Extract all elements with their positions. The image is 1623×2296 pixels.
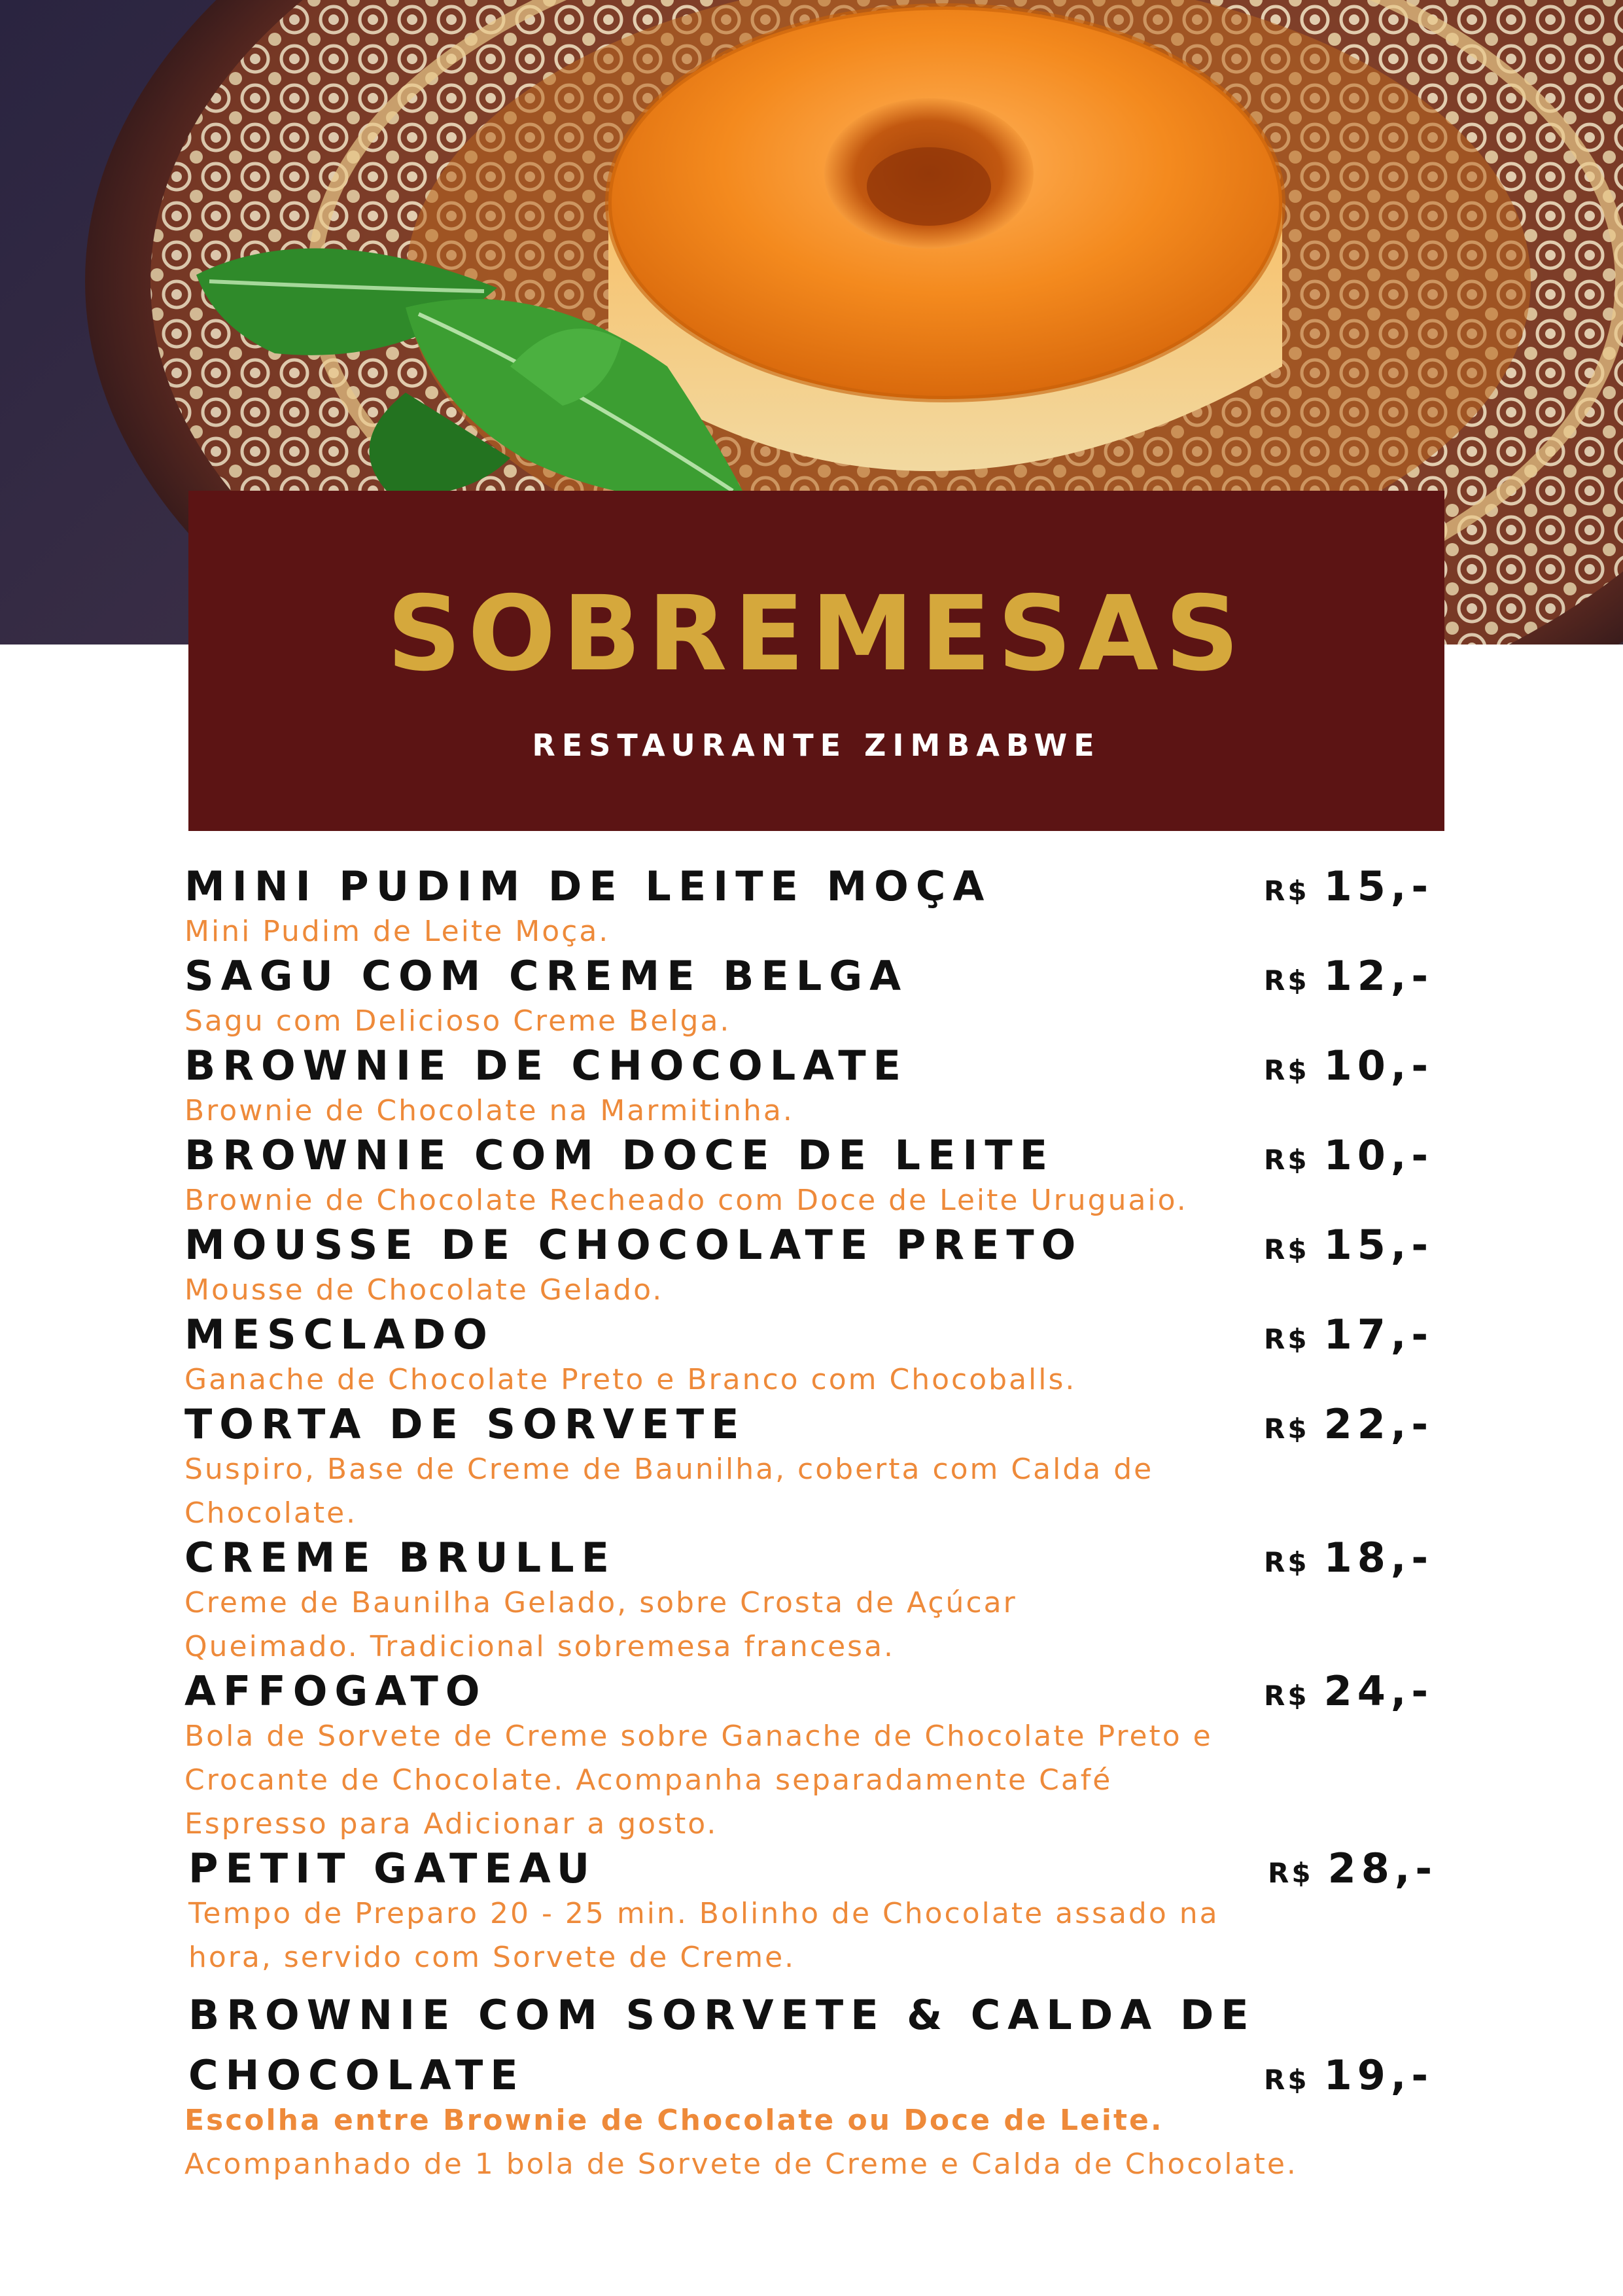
item-price — [1264, 1402, 1433, 1458]
item-name-line: CHOCOLATE — [188, 2051, 525, 2099]
price-value: 12,- — [1323, 952, 1434, 1000]
menu-item — [184, 1043, 1526, 1133]
item-name: BROWNIE COM DOCE DE LEITE — [184, 1131, 1055, 1179]
item-name: BROWNIE DE CHOCOLATE — [184, 1042, 909, 1089]
item-name: TORTA DE SORVETE — [184, 1400, 746, 1448]
menu-item — [184, 1669, 1526, 1846]
item-description: Brownie de Chocolate na Marmitinha. — [184, 1094, 794, 1127]
item-price — [1264, 2053, 1433, 2109]
item-description-line: Crocante de Chocolate. Acompanha separadamente Café — [184, 1763, 1113, 1797]
price-value: 22,- — [1323, 1400, 1434, 1448]
menu-item — [184, 1402, 1526, 1535]
item-description-line: Creme de Baunilha Gelado, sobre Crosta de Açúcar — [184, 1586, 1017, 1619]
item-name: MINI PUDIM DE LEITE MOÇA — [184, 862, 992, 910]
price-value: 10,- — [1323, 1131, 1434, 1179]
item-name: PETIT GATEAU — [188, 1845, 597, 1892]
price-value: 24,- — [1323, 1667, 1434, 1715]
item-price — [1264, 1312, 1433, 1368]
currency-label: R$ — [1264, 1413, 1310, 1445]
menu-item — [184, 1535, 1526, 1669]
item-description-line: Espresso para Adicionar a gosto. — [184, 1807, 718, 1841]
item-price — [1268, 1846, 1437, 1902]
item-choice-note: Escolha entre Brownie de Chocolate ou Doce de Leite. — [184, 2104, 1164, 2137]
item-description-line: Suspiro, Base de Creme de Baunilha, coberta com Calda de — [184, 1453, 1154, 1486]
item-name: MOUSSE DE CHOCOLATE PRETO — [184, 1221, 1083, 1269]
menu-item — [184, 1133, 1526, 1222]
price-value: 19,- — [1323, 2051, 1434, 2099]
price-value: 28,- — [1327, 1845, 1438, 1892]
menu-item — [184, 953, 1526, 1043]
item-price — [1264, 1669, 1433, 1725]
currency-label: R$ — [1264, 2064, 1310, 2096]
item-description: Sagu com Delicioso Creme Belga. — [184, 1004, 731, 1038]
item-name: MESCLADO — [184, 1311, 495, 1358]
currency-label: R$ — [1264, 1054, 1310, 1086]
menu-item — [184, 864, 1526, 953]
item-price — [1264, 1222, 1433, 1279]
restaurant-name: RESTAURANTE ZIMBABWE — [532, 728, 1101, 763]
price-value: 18,- — [1323, 1534, 1434, 1581]
item-price — [1264, 1043, 1433, 1099]
currency-label: R$ — [1264, 1233, 1310, 1265]
currency-label: R$ — [1264, 964, 1310, 997]
item-description: Mini Pudim de Leite Moça. — [184, 915, 610, 948]
item-price — [1264, 953, 1433, 1010]
item-description: Ganache de Chocolate Preto e Branco com Chocoballs. — [184, 1363, 1077, 1396]
item-description: Brownie de Chocolate Recheado com Doce de Leite Uruguaio. — [184, 1184, 1188, 1217]
item-price — [1264, 864, 1433, 920]
item-name: AFFOGATO — [184, 1667, 487, 1715]
price-value: 15,- — [1323, 862, 1434, 910]
currency-label: R$ — [1264, 875, 1310, 907]
currency-label: R$ — [1268, 1857, 1314, 1889]
title-banner — [188, 491, 1444, 831]
menu-item — [184, 1222, 1526, 1312]
currency-label: R$ — [1264, 1546, 1310, 1578]
item-description-line: Tempo de Preparo 20 - 25 min. Bolinho de Chocolate assado na — [188, 1897, 1219, 1930]
currency-label: R$ — [1264, 1323, 1310, 1355]
item-description-line: hora, servido com Sorvete de Creme. — [188, 1941, 796, 1974]
item-description-line: Chocolate. — [184, 1496, 358, 1530]
currency-label: R$ — [1264, 1144, 1310, 1176]
page-title: SOBREMESAS — [387, 574, 1246, 694]
menu-item — [184, 1312, 1526, 1402]
price-value: 10,- — [1323, 1042, 1434, 1089]
item-price — [1264, 1133, 1433, 1189]
item-description-line: Queimado. Tradicional sobremesa francesa. — [184, 1630, 896, 1663]
menu-item — [188, 1846, 1529, 1979]
item-description: Mousse de Chocolate Gelado. — [184, 1273, 664, 1307]
item-description-line: Bola de Sorvete de Creme sobre Ganache de Chocolate Preto e — [184, 1720, 1213, 1753]
item-description-line: Acompanhado de 1 bola de Sorvete de Creme e Calda de Chocolate. — [184, 2147, 1298, 2181]
menu-item — [184, 1992, 1526, 2186]
dessert-menu-list — [184, 864, 1526, 2186]
item-name: SAGU COM CREME BELGA — [184, 952, 909, 1000]
price-value: 15,- — [1323, 1221, 1434, 1269]
item-name-line: BROWNIE COM SORVETE & CALDA DE — [188, 1991, 1256, 2039]
price-value: 17,- — [1323, 1311, 1434, 1358]
item-name: CREME BRULLE — [184, 1534, 616, 1581]
currency-label: R$ — [1264, 1680, 1310, 1712]
item-price — [1264, 1535, 1433, 1591]
